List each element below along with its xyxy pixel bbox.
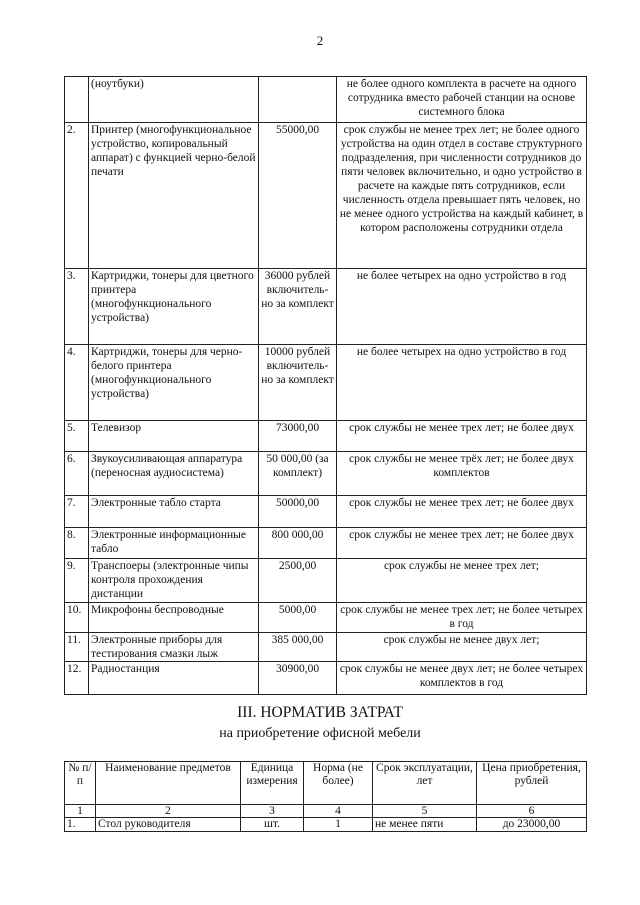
header-norm: Норма (не более) — [304, 762, 373, 805]
item-price: 73000,00 — [259, 421, 337, 452]
row-number: 9. — [65, 559, 89, 603]
item-price: 385 000,00 — [259, 633, 337, 662]
table-row — [65, 559, 587, 603]
item-name: Транспоеры (электронные чипы контроля прохождения дистанции — [89, 559, 259, 603]
header-price: Цена приобретения, рублей — [477, 762, 587, 805]
row-number: 1. — [65, 818, 96, 832]
table-row — [65, 662, 587, 695]
table-row — [65, 77, 587, 123]
item-price: 30900,00 — [259, 662, 337, 695]
table-row — [65, 269, 587, 345]
item-name: Микрофоны беспроводные — [89, 603, 259, 633]
table-row — [65, 818, 587, 832]
item-price: 36000 рублей включитель-но за комплект — [259, 269, 337, 345]
table-row — [65, 123, 587, 269]
table-row — [65, 528, 587, 559]
item-name: Картриджи, тонеры для черно-белого принтера (многофункционального устройства) — [89, 345, 259, 421]
item-name: Картриджи, тонеры для цветного принтера (многофункционального устройства) — [89, 269, 259, 345]
item-name: Звукоусиливающая аппаратура (переносная аудиосистема) — [89, 452, 259, 496]
item-note: срок службы не менее трех лет; не более одного устройства на один отдел в составе структурного подразделения, при численности сотрудников до пяти человек включительно, и одно устройство в расчете на каждые пять сотрудников, если численность отдела превышает пять человек, но не менее одного устройства на каждый кабинет, в котором расположены сотрудники отдела — [337, 123, 587, 269]
item-price — [259, 77, 337, 123]
header-number: № п/п — [65, 762, 96, 805]
index-cell: 4 — [304, 805, 373, 818]
row-number: 5. — [65, 421, 89, 452]
item-note: срок службы не менее трех лет; — [337, 559, 587, 603]
row-number: 11. — [65, 633, 89, 662]
index-cell: 2 — [96, 805, 241, 818]
index-cell: 1 — [65, 805, 96, 818]
item-note: не более четырех на одно устройство в год — [337, 345, 587, 421]
table-row — [65, 421, 587, 452]
table-row — [65, 452, 587, 496]
item-price: 50 000,00 (за комплект) — [259, 452, 337, 496]
table-row — [65, 345, 587, 421]
item-note: срок службы не менее трех лет; не более двух — [337, 421, 587, 452]
row-number: 8. — [65, 528, 89, 559]
page-number: 2 — [316, 33, 324, 48]
index-cell: 3 — [241, 805, 304, 818]
item-norm: 1 — [304, 818, 373, 832]
item-note: срок службы не менее трех лет; не более двух — [337, 496, 587, 528]
index-cell: 6 — [477, 805, 587, 818]
header-unit: Единица измерения — [241, 762, 304, 805]
equipment-table — [64, 76, 587, 695]
item-name: Электронные информационные табло — [89, 528, 259, 559]
furniture-table — [64, 761, 587, 832]
item-note: не более четырех на одно устройство в год — [337, 269, 587, 345]
row-number: 2. — [65, 123, 89, 269]
item-name: Принтер (многофункциональное устройство, копировальный аппарат) с функцией черно-белой печати — [89, 123, 259, 269]
row-number: 7. — [65, 496, 89, 528]
index-row — [65, 805, 587, 818]
table-row — [65, 633, 587, 662]
header-name: Наименование предметов — [96, 762, 241, 805]
item-price: 10000 рублей включитель-но за комплект — [259, 345, 337, 421]
item-note: не более одного комплекта в расчете на одного сотрудника вместо рабочей станции на основе системного блока — [337, 77, 587, 123]
item-name: Электронные приборы для тестирования смазки лыж — [89, 633, 259, 662]
row-number: 6. — [65, 452, 89, 496]
item-price: 55000,00 — [259, 123, 337, 269]
row-number: 3. — [65, 269, 89, 345]
row-number — [65, 77, 89, 123]
item-note: срок службы не менее трех лет; не более четырех в год — [337, 603, 587, 633]
table-row — [65, 603, 587, 633]
item-price: 2500,00 — [259, 559, 337, 603]
item-term: не менее пяти — [373, 818, 477, 832]
item-name: Стол руководителя — [96, 818, 241, 832]
item-note: срок службы не менее двух лет; не более четырех комплектов в год — [337, 662, 587, 695]
item-price: до 23000,00 — [477, 818, 587, 832]
row-number: 4. — [65, 345, 89, 421]
section-subtitle: на приобретение офисной мебели — [219, 726, 421, 741]
row-number: 12. — [65, 662, 89, 695]
row-number: 10. — [65, 603, 89, 633]
header-term: Срок эксплуатации, лет — [373, 762, 477, 805]
item-name: Электронные табло старта — [89, 496, 259, 528]
section-title: III. НОРМАТИВ ЗАТРАТ — [237, 704, 403, 721]
header-row — [65, 762, 587, 805]
item-note: срок службы не менее трёх лет; не более двух комплектов — [337, 452, 587, 496]
item-unit: шт. — [241, 818, 304, 832]
item-note: срок службы не менее двух лет; — [337, 633, 587, 662]
item-price: 50000,00 — [259, 496, 337, 528]
item-name: (ноутбуки) — [89, 77, 259, 123]
item-price: 5000,00 — [259, 603, 337, 633]
item-name: Радиостанция — [89, 662, 259, 695]
item-note: срок службы не менее трех лет; не более двух — [337, 528, 587, 559]
table-row — [65, 496, 587, 528]
index-cell: 5 — [373, 805, 477, 818]
item-name: Телевизор — [89, 421, 259, 452]
item-price: 800 000,00 — [259, 528, 337, 559]
